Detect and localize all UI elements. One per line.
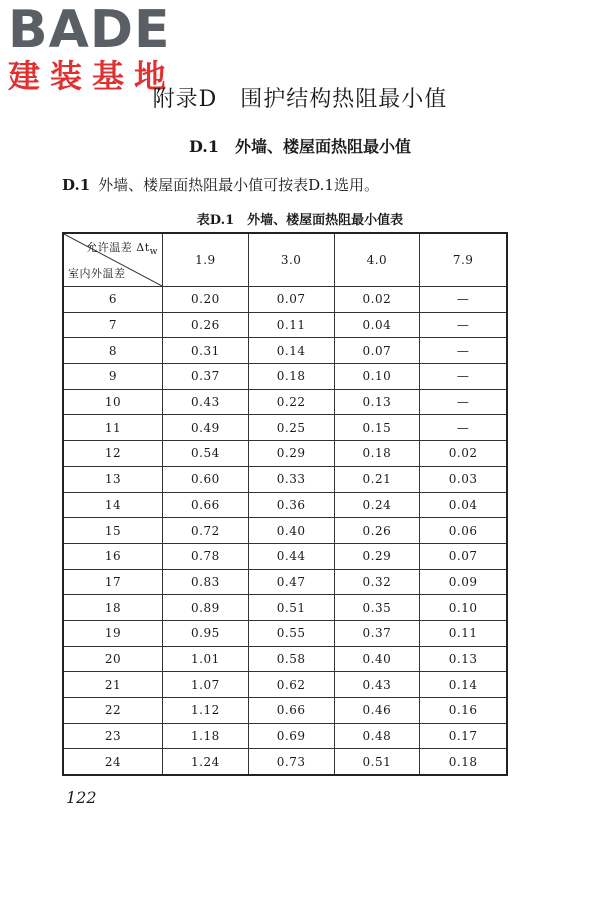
row-label-cell: 11 bbox=[63, 415, 163, 441]
table-cell: 0.32 bbox=[334, 569, 420, 595]
table-cell: 0.66 bbox=[163, 492, 249, 518]
table-row bbox=[63, 595, 507, 621]
table-cell: 0.02 bbox=[334, 287, 420, 313]
table-cell: 0.44 bbox=[248, 543, 334, 569]
logo-subtitle: 建装基地 bbox=[8, 57, 177, 95]
table-cell: — bbox=[420, 287, 507, 313]
table-cell: 0.13 bbox=[334, 389, 420, 415]
appendix-title: 附录D 围护结构热阻最小值 bbox=[152, 87, 448, 112]
table-cell: 0.72 bbox=[163, 518, 249, 544]
table-cell: 0.49 bbox=[163, 415, 249, 441]
table-cell: 0.18 bbox=[420, 749, 507, 775]
row-label-cell: 19 bbox=[63, 620, 163, 646]
table-cell: 0.73 bbox=[248, 749, 334, 775]
table-cell: 0.15 bbox=[334, 415, 420, 441]
table-cell: 0.13 bbox=[420, 646, 507, 672]
row-label-cell: 9 bbox=[63, 364, 163, 390]
row-label-cell: 24 bbox=[63, 749, 163, 775]
table-cell: 0.51 bbox=[334, 749, 420, 775]
column-header: 3.0 bbox=[248, 233, 334, 287]
table-cell: 0.09 bbox=[420, 569, 507, 595]
table-cell: 0.10 bbox=[334, 364, 420, 390]
table-row bbox=[63, 492, 507, 518]
table-cell: 0.07 bbox=[248, 287, 334, 313]
table-cell: — bbox=[420, 338, 507, 364]
table-cell: 0.62 bbox=[248, 672, 334, 698]
table-cell: 0.51 bbox=[248, 595, 334, 621]
table-cell: 1.01 bbox=[163, 646, 249, 672]
table-cell: 0.33 bbox=[248, 466, 334, 492]
table-cell: 0.17 bbox=[420, 723, 507, 749]
section-heading: D.1 外墙、楼屋面热阻最小值 bbox=[188, 137, 411, 156]
table-cell: 1.24 bbox=[163, 749, 249, 775]
table-cell: 0.26 bbox=[334, 518, 420, 544]
thermal-resistance-table bbox=[62, 232, 508, 776]
table-cell: 0.18 bbox=[248, 364, 334, 390]
table-cell: 0.40 bbox=[334, 646, 420, 672]
table-cell: 0.47 bbox=[248, 569, 334, 595]
table-cell: 0.18 bbox=[334, 441, 420, 467]
table-row bbox=[63, 698, 507, 724]
table-cell: 0.31 bbox=[163, 338, 249, 364]
table-row bbox=[63, 723, 507, 749]
table-cell: 0.03 bbox=[420, 466, 507, 492]
table-cell: 0.02 bbox=[420, 441, 507, 467]
table-cell: 0.04 bbox=[334, 312, 420, 338]
table-row bbox=[63, 620, 507, 646]
table-cell: 0.60 bbox=[163, 466, 249, 492]
column-header: 4.0 bbox=[334, 233, 420, 287]
table-cell: 0.14 bbox=[248, 338, 334, 364]
table-row bbox=[63, 338, 507, 364]
table-cell: 0.37 bbox=[163, 364, 249, 390]
table-cell: 0.48 bbox=[334, 723, 420, 749]
logo-text: BADE bbox=[8, 0, 171, 60]
table-cell: 0.78 bbox=[163, 543, 249, 569]
table-cell: 0.20 bbox=[163, 287, 249, 313]
row-label-cell: 8 bbox=[63, 338, 163, 364]
row-label-cell: 20 bbox=[63, 646, 163, 672]
table-cell: 0.21 bbox=[334, 466, 420, 492]
corner-label-top: 允许温差 $\Delta t_w$ bbox=[86, 241, 158, 258]
table-cell: 0.25 bbox=[248, 415, 334, 441]
watermark-logo bbox=[8, 0, 177, 95]
table-row bbox=[63, 415, 507, 441]
row-label-cell: 15 bbox=[63, 518, 163, 544]
row-label-cell: 13 bbox=[63, 466, 163, 492]
column-header: 1.9 bbox=[163, 233, 249, 287]
table-row bbox=[63, 569, 507, 595]
page-number: 122 bbox=[66, 788, 97, 807]
row-label-cell: 21 bbox=[63, 672, 163, 698]
table-cell: 0.11 bbox=[420, 620, 507, 646]
table-row bbox=[63, 287, 507, 313]
row-label-cell: 14 bbox=[63, 492, 163, 518]
table-cell: 0.95 bbox=[163, 620, 249, 646]
table-cell: 0.24 bbox=[334, 492, 420, 518]
row-label-cell: 23 bbox=[63, 723, 163, 749]
table-cell: 0.04 bbox=[420, 492, 507, 518]
table-cell: 0.35 bbox=[334, 595, 420, 621]
row-label-cell: 7 bbox=[63, 312, 163, 338]
table-header-row bbox=[63, 233, 507, 287]
row-label-cell: 12 bbox=[63, 441, 163, 467]
table-cell: 1.18 bbox=[163, 723, 249, 749]
corner-label-bottom: 室内外温差 bbox=[68, 267, 126, 280]
table-cell: — bbox=[420, 415, 507, 441]
table-cell: 0.22 bbox=[248, 389, 334, 415]
table-row bbox=[63, 466, 507, 492]
table-caption: 表D.1 外墙、楼屋面热阻最小值表 bbox=[196, 213, 404, 228]
table-cell: 0.26 bbox=[163, 312, 249, 338]
table-cell: 0.46 bbox=[334, 698, 420, 724]
table-cell: 0.69 bbox=[248, 723, 334, 749]
table-cell: 0.54 bbox=[163, 441, 249, 467]
table-row bbox=[63, 518, 507, 544]
table-row bbox=[63, 543, 507, 569]
clause-number: D.1 bbox=[62, 176, 91, 194]
clause-text: 外墙、楼屋面热阻最小值可按表D.1选用。 bbox=[98, 176, 379, 194]
table-cell: 0.06 bbox=[420, 518, 507, 544]
table-cell: 0.29 bbox=[248, 441, 334, 467]
table-cell: 0.43 bbox=[334, 672, 420, 698]
table-cell: — bbox=[420, 364, 507, 390]
column-header: 7.9 bbox=[420, 233, 507, 287]
table-cell: 1.07 bbox=[163, 672, 249, 698]
table-row bbox=[63, 389, 507, 415]
row-label-cell: 16 bbox=[63, 543, 163, 569]
table-cell: 0.36 bbox=[248, 492, 334, 518]
clause-paragraph bbox=[62, 174, 379, 195]
table-cell: 0.66 bbox=[248, 698, 334, 724]
table-row bbox=[63, 749, 507, 775]
table-body bbox=[63, 287, 507, 776]
table-cell: 0.58 bbox=[248, 646, 334, 672]
table-row bbox=[63, 441, 507, 467]
table-row bbox=[63, 364, 507, 390]
table-cell: 0.14 bbox=[420, 672, 507, 698]
diagonal-header-cell bbox=[63, 233, 163, 287]
table-cell: 0.83 bbox=[163, 569, 249, 595]
table-cell: 0.11 bbox=[248, 312, 334, 338]
table-cell: 0.89 bbox=[163, 595, 249, 621]
table-row bbox=[63, 646, 507, 672]
table-cell: 0.07 bbox=[334, 338, 420, 364]
table-cell: 0.40 bbox=[248, 518, 334, 544]
table-cell: 0.07 bbox=[420, 543, 507, 569]
table-cell: — bbox=[420, 312, 507, 338]
table-cell: 0.29 bbox=[334, 543, 420, 569]
row-label-cell: 10 bbox=[63, 389, 163, 415]
table-cell: 0.16 bbox=[420, 698, 507, 724]
row-label-cell: 6 bbox=[63, 287, 163, 313]
table-row bbox=[63, 312, 507, 338]
table-cell: 0.55 bbox=[248, 620, 334, 646]
table-row bbox=[63, 672, 507, 698]
row-label-cell: 22 bbox=[63, 698, 163, 724]
table-cell: 0.10 bbox=[420, 595, 507, 621]
table-cell: 0.37 bbox=[334, 620, 420, 646]
table-cell: 0.43 bbox=[163, 389, 249, 415]
row-label-cell: 18 bbox=[63, 595, 163, 621]
table-cell: — bbox=[420, 389, 507, 415]
table-cell: 1.12 bbox=[163, 698, 249, 724]
row-label-cell: 17 bbox=[63, 569, 163, 595]
